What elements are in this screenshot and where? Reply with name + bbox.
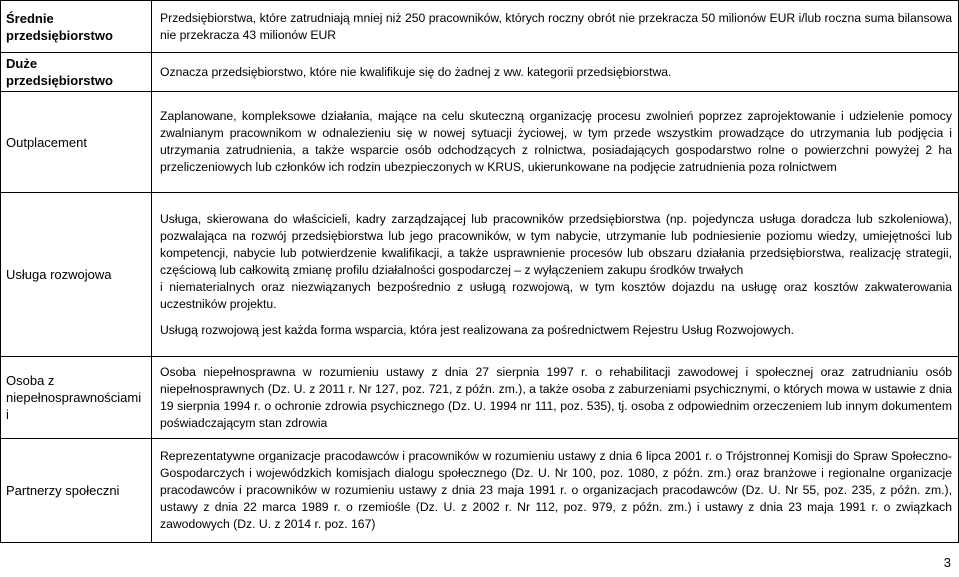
definition-paragraph: Osoba niepełnosprawna w rozumieniu ustawy z dnia 27 sierpnia 1997 r. o rehabilitacji zawodowej i społecznej oraz zatrudnianiu osób niepełnosprawnych (Dz. U. z 2011 r. Nr 127, poz. 721, z późn. zm.), a także osoba z zaburzeniami psychicznymi, o których mowa w ustawie z dnia 19 sierpnia 1994 r. o ochronie zdrowia psychicznego (Dz. U. 1994 nr 111, poz. 535), tj. osoba z odpowiednim orzeczeniem lub innym dokumentem poświadczającym stan zdrowia bbox=[160, 364, 952, 430]
table-row bbox=[1, 92, 959, 193]
definition-cell bbox=[152, 439, 959, 543]
term-cell: Usługa rozwojowa bbox=[1, 193, 152, 357]
definition-cell bbox=[152, 53, 959, 92]
term-cell: Partnerzy społeczni bbox=[1, 439, 152, 543]
table-row bbox=[1, 193, 959, 357]
term-cell: Outplacement bbox=[1, 92, 152, 193]
definition-paragraph: Usługa, skierowana do właścicieli, kadry zarządzającej lub pracowników przedsiębiorstwa (np. pojedyncza usługa doradcza lub szkoleniowa), pozwalająca na rozwój przedsiębiorstwa lub jego pracowników, w tym nabycie, utrzymanie lub podniesienie poziomu wiedzy, umiejętności lub kompetencji, nabycie lub potwierdzenie kwalifikacji, a także usprawnienie procesów lub obszaru działania przedsiębiorstwa, realizację strategii, częściową lub całkowitą zmianę profilu działalności gospodarczej – z wyłączeniem zakupu środków trwałych bbox=[160, 211, 952, 277]
definition-cell bbox=[152, 1, 959, 53]
definition-paragraph: i niematerialnych oraz niezwiązanych bezpośrednio z usługą rozwojową, w tym kosztów dojazdu na usługę oraz kosztów zakwaterowania uczestników projektu. bbox=[160, 279, 952, 311]
definition-cell bbox=[152, 193, 959, 357]
page-number: 3 bbox=[943, 555, 951, 570]
definition-paragraph: Zaplanowane, kompleksowe działania, mające na celu skuteczną organizację procesu zwolnień poprzez zaprojektowanie i udzielenie pomocy zwalnianym pracownikom w odnalezieniu się w nowej sytuacji życiowej, w tym przede wszystkim prowadzące do utrzymania lub podjęcia i utrzymania zatrudnienia, a także wsparcie osób odchodzących z rolnictwa, posiadających gospodarstwo rolne o powierzchni powyżej 2 ha przeliczeniowych lub członków ich rodzin ubezpieczonych w KRUS, ukierunkowane na podjęcie zatrudnienia poza rolnictwem bbox=[160, 109, 952, 174]
definition-paragraph: Reprezentatywne organizacje pracodawców i pracowników w rozumieniu ustawy z dnia 6 lipca 2001 r. o Trójstronnej Komisji do Spraw Społeczno-Gospodarczych i wojewódzkich komisjach dialogu społecznego (Dz. U. Nr 100, poz. 1080, z późn. zm.) oraz branżowe i regionalne organizacje pracodawców i pracowników w rozumieniu ustawy z dnia 23 maja 1991 r. o organizacjach pracodawców (Dz. U. Nr 55, poz. 235, z późn. zm.), ustawy z dnia 22 marca 1989 r. o rzemiośle (Dz. U. z 2002 r. Nr 112, poz. 979, z późn. zm.) i ustawy z dnia 23 maja 1991 r. o związkach zawodowych (Dz. U. z 2014 r. poz. 167) bbox=[160, 449, 952, 531]
definition-paragraph: Oznacza przedsiębiorstwo, które nie kwalifikuje się do żadnej z ww. kategorii przedsiębiorstwa. bbox=[160, 64, 672, 79]
term-cell: Osoba z niepełnosprawnościami i bbox=[1, 357, 152, 439]
definition-paragraph: Usługą rozwojową jest każda forma wsparcia, która jest realizowana za pośrednictwem Rejestru Usług Rozwojowych. bbox=[160, 322, 795, 337]
term-cell: Duże przedsiębiorstwo bbox=[1, 53, 152, 92]
table-row bbox=[1, 357, 959, 439]
definition-cell bbox=[152, 357, 959, 439]
definition-cell bbox=[152, 92, 959, 193]
table-row bbox=[1, 1, 959, 53]
table-row bbox=[1, 53, 959, 92]
definition-paragraph: Przedsiębiorstwa, które zatrudniają mniej niż 250 pracowników, których roczny obrót nie przekracza 50 milionów EUR i/lub roczna suma bilansowa nie przekracza 43 milionów EUR bbox=[160, 10, 952, 42]
term-cell: Średnie przedsiębiorstwo bbox=[1, 1, 152, 53]
table-row bbox=[1, 439, 959, 543]
